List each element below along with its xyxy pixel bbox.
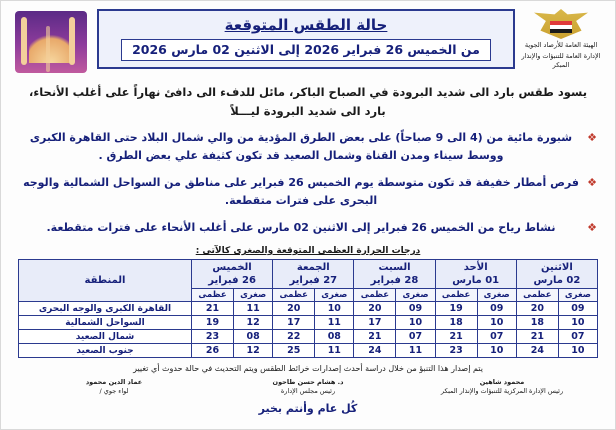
temp-max: 19	[191, 316, 233, 330]
signature-role: لواء جوي /	[99, 387, 129, 395]
org-name-line1: الهيئة العامة للأرصاد الجوية	[524, 41, 598, 49]
temp-min: 08	[315, 330, 354, 344]
temp-max: 22	[273, 330, 315, 344]
page-title: حالة الطقس المتوقعة	[224, 16, 388, 34]
table-row	[19, 316, 598, 330]
temp-max: 20	[516, 302, 558, 316]
temp-max: 17	[273, 316, 315, 330]
diamond-bullet-icon: ❖	[587, 221, 597, 234]
max-header: عظمى	[191, 289, 233, 302]
temp-max: 18	[516, 316, 558, 330]
temp-min: 10	[396, 316, 435, 330]
greeting-text: كُل عام وأنتم بخير	[258, 402, 358, 415]
update-note: يتم إصدار هذا التنبؤ من خلال دراسة أحدث إصدارات خرائط الطقس ويتم التحديث في حالة حدوث أي تغيير	[133, 364, 483, 373]
temperature-table	[18, 259, 598, 358]
temp-max: 17	[354, 316, 396, 330]
signature-block	[211, 378, 405, 396]
temp-max: 25	[273, 344, 315, 358]
signature-role: رئيس مجلس الإدارة	[280, 387, 336, 395]
min-header: صغرى	[558, 289, 597, 302]
temp-min: 09	[396, 302, 435, 316]
diamond-bullet-icon: ❖	[587, 176, 597, 189]
diamond-bullet-icon: ❖	[587, 131, 597, 144]
max-header: عظمى	[435, 289, 477, 302]
signature-role: رئيس الإدارة المركزية للتنبؤات والإنذار المبكر	[440, 387, 564, 395]
temp-max: 26	[191, 344, 233, 358]
day-header-thursday: الخميس 26 فبراير	[191, 260, 272, 289]
list-item	[19, 174, 597, 210]
summary-line-2: بارد الى شديد البرودة ليـــلاً	[230, 104, 386, 118]
temp-min: 11	[315, 344, 354, 358]
list-item	[19, 219, 597, 237]
region-column-header: المنطقة	[19, 260, 192, 302]
temp-max: 19	[435, 302, 477, 316]
day-header-sunday: الأحد 01 مارس	[435, 260, 516, 289]
signature-block	[405, 378, 599, 396]
temp-min: 11	[396, 344, 435, 358]
region-name: شمال الصعيد	[19, 330, 192, 344]
day-header-friday: الجمعة 27 فبراير	[273, 260, 354, 289]
forecast-bullet-list	[19, 129, 597, 237]
signature-row	[1, 378, 615, 396]
temp-min: 07	[558, 330, 597, 344]
temp-min: 07	[477, 330, 516, 344]
temp-min: 07	[396, 330, 435, 344]
min-header: صغرى	[477, 289, 516, 302]
table-row	[19, 344, 598, 358]
signature-name: عماد الدين محمود	[85, 378, 143, 386]
document-body	[1, 75, 615, 256]
bullet-text: فرص أمطار خفيفة قد تكون متوسطة يوم الخميس 26 فبراير على مناطق من السواحل الشمالية والوجه البحرى على فترات متقطعة.	[23, 176, 579, 207]
temp-min: 10	[477, 316, 516, 330]
bullet-text: نشاط رياح من الخميس 26 فبراير إلى الاثنين 02 مارس على أغلب الأنحاء على فترات متقطعة.	[46, 221, 556, 234]
bullet-text: شبورة مائية من (4 الى 9 صباحاً) على بعض الطرق المؤدية من والي شمال البلاد حتى القاهرة الكبرى ووسط سيناء ومدن القناة وشمال الصعيد قد تكون كثيفة علي بعض الطرق .	[29, 131, 573, 162]
egypt-eagle-emblem-icon	[534, 9, 588, 39]
summary-paragraph	[23, 83, 593, 121]
mosque-ramadan-illustration	[15, 11, 87, 73]
temp-min: 09	[477, 302, 516, 316]
organization-block	[517, 9, 605, 70]
temp-max: 18	[435, 316, 477, 330]
temp-min: 10	[558, 316, 597, 330]
date-range-badge: من الخميس 26 فبراير 2026 إلى الاثنين 02 مارس 2026	[121, 39, 491, 61]
temp-min: 08	[234, 330, 273, 344]
title-box	[97, 9, 515, 69]
min-header: صغرى	[315, 289, 354, 302]
temp-min: 11	[315, 316, 354, 330]
temp-max: 20	[273, 302, 315, 316]
min-header: صغرى	[396, 289, 435, 302]
region-name: السواحل الشمالية	[19, 316, 192, 330]
list-item	[19, 129, 597, 165]
table-caption: درجات الحرارة العظمى المتوقعة والصغرى كالآتى :	[195, 246, 421, 256]
summary-line-1: يسود طقس بارد الى شديد البرودة في الصباح الباكر، مائل للدفء الى دافئ نهاراً على أغلب الأنحاء،	[28, 85, 588, 99]
signature-block	[17, 378, 211, 396]
region-name: القاهرة الكبرى والوجه البحرى	[19, 302, 192, 316]
temp-min: 12	[234, 344, 273, 358]
org-name-line2: الإدارة العامة للتنبؤات والإنذار المبكر	[521, 52, 601, 69]
day-header-saturday: السبت 28 فبراير	[354, 260, 435, 289]
temp-max: 20	[354, 302, 396, 316]
table-row	[19, 302, 598, 316]
table-header-row-days	[19, 260, 598, 289]
temp-max: 21	[516, 330, 558, 344]
max-header: عظمى	[354, 289, 396, 302]
temp-max: 21	[435, 330, 477, 344]
temp-min: 10	[477, 344, 516, 358]
temp-max: 21	[191, 302, 233, 316]
max-header: عظمى	[273, 289, 315, 302]
region-name: جنوب الصعيد	[19, 344, 192, 358]
day-header-monday: الاثنين 02 مارس	[516, 260, 597, 289]
signature-name: د. هشام حسن طاحون	[272, 378, 344, 386]
max-header: عظمى	[516, 289, 558, 302]
temp-max: 23	[435, 344, 477, 358]
temp-max: 24	[354, 344, 396, 358]
temp-min: 11	[234, 302, 273, 316]
min-header: صغرى	[234, 289, 273, 302]
temp-min: 09	[558, 302, 597, 316]
signature-name: محمود شاهين	[479, 378, 525, 386]
temp-max: 24	[516, 344, 558, 358]
temp-min: 12	[234, 316, 273, 330]
temp-max: 21	[354, 330, 396, 344]
table-row	[19, 330, 598, 344]
temp-min: 10	[315, 302, 354, 316]
document-header	[1, 1, 615, 75]
temp-min: 10	[558, 344, 597, 358]
temp-max: 23	[191, 330, 233, 344]
